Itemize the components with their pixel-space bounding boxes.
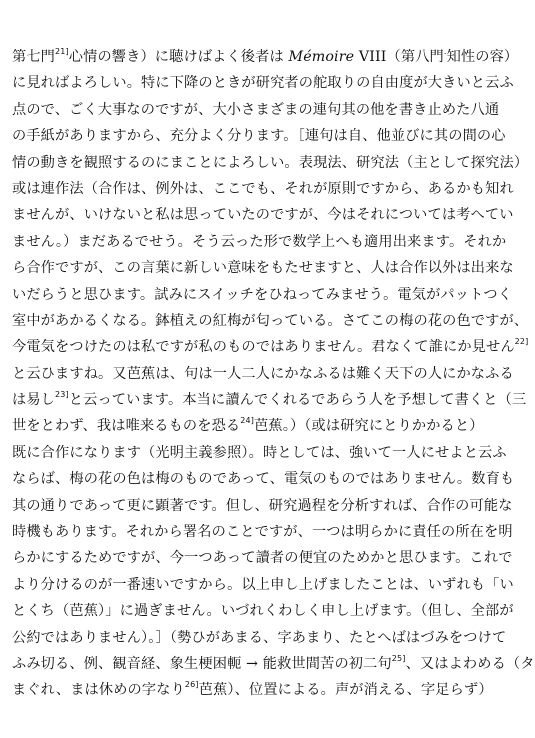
text-segment: ふみ切る、例、観音経、象生梗困軛 → 能救世間苦の初二句 <box>12 655 392 672</box>
text-segment: ら合作ですが、この言葉に新しい意味をもたせますと、人は合作以外は出来な <box>12 260 514 277</box>
text-segment: 時機もあります。それから署名のことですが、一つは明らかに責任の所在を明 <box>12 524 513 541</box>
text-segment: は易し <box>12 392 56 409</box>
text-line <box>12 123 506 149</box>
text-line <box>12 387 527 413</box>
footnote-marker: 26] <box>184 680 199 690</box>
footnote-marker: 23] <box>55 390 69 400</box>
text-segment: 情の動きを観照するのにまことによろしい。表現法、研究法（主として探究法） <box>12 154 529 171</box>
text-segment: 其の通りであって更に顕著です。但し、研究過程を分析すれば、合作の可能な <box>12 497 513 514</box>
text-line <box>12 677 506 703</box>
text-line <box>12 282 513 308</box>
text-segment: 芭蕉）、位置による。声が消える、字足らず） <box>198 682 493 699</box>
text-line <box>12 651 535 677</box>
text-segment: VIII（第八門 <box>354 49 444 65</box>
text-segment: と云っています。本当に讀んでくれるであらう人を予想して書くと（三 <box>68 392 527 409</box>
text-segment: 或は連作法（合作は、例外は、ここでも、それが原則ですから、あるかも知れ <box>12 180 514 197</box>
text-line <box>12 44 519 70</box>
text-line <box>12 493 513 519</box>
text-line <box>12 466 515 492</box>
footnote-marker: 24] <box>240 416 255 426</box>
text-line <box>12 519 513 545</box>
text-line <box>12 70 514 96</box>
text-line <box>12 334 529 360</box>
text-segment: 今電気をつけたのは私ですが私のものではありません。君なくて誰にか見せん <box>12 339 515 356</box>
text-line <box>12 440 506 466</box>
text-line <box>12 255 514 281</box>
text-line <box>12 97 506 123</box>
manuscript-text <box>12 44 535 704</box>
text-line <box>12 413 506 439</box>
text-segment: 知性の容） <box>446 49 519 65</box>
text-segment: 世をとわず、我は唯来るものを恐る <box>12 418 241 435</box>
text-segment: 心情の響き）に聴けばよく後者は <box>68 49 289 65</box>
text-segment: 、又はよわめる（タ <box>405 655 535 672</box>
footnote-marker: 22] <box>514 337 529 347</box>
text-segment: 第七門 <box>12 49 56 65</box>
text-segment: に見ればよろしい。特に下降のときが研究者の舵取りの自由度が大きいと云ふ <box>12 75 514 92</box>
text-segment: まぐれ、まは休めの字なり <box>12 682 185 699</box>
text-segment: ませんが、いけないと私は思っていたのですが、今はそれについては考へてい <box>12 207 514 224</box>
text-line <box>12 308 529 334</box>
text-segment: ならば、梅の花の色は梅のものであって、電気のものではありません。数育も <box>12 471 515 488</box>
text-line <box>12 625 506 651</box>
text-line <box>12 202 514 228</box>
text-segment: いだらうと思ひます。試みにスイッチをひねってみませう。電気がパットつく <box>12 286 513 303</box>
text-segment: 芭蕉。）（或は研究にとりかかると） <box>254 418 484 435</box>
text-segment: とくち（芭蕉）」に過ぎません。いづれくわしく申し上げます。（但し、全部が <box>12 603 514 620</box>
text-segment: と云ひますね。又芭蕉は、句は一人二人にかなふるは難く天下の人にかなふる <box>12 365 514 382</box>
latin-word: Mémoire <box>288 49 355 65</box>
text-segment: らかにするためですが、今一つあって讀者の便宜のためかと思ひます。これで <box>12 550 513 567</box>
text-line <box>12 572 514 598</box>
text-line <box>12 598 514 624</box>
text-segment: ません。）まだあるでせう。そう云った形で数学上へも適用出来ます。それか <box>12 233 507 250</box>
footnote-marker: 25] <box>391 653 406 663</box>
text-line <box>12 361 514 387</box>
text-line <box>12 176 514 202</box>
text-segment: 点ので、ごく大事なのですが、大小さまざまの連句其の他を書き止めた八通 <box>12 101 500 118</box>
footnote-marker: 21] <box>55 47 69 56</box>
text-segment: より分けるのが一番速いですから。以上申し上げましたことは、いずれも「い <box>12 576 514 593</box>
text-segment: 既に合作になります（光明主義参照）。時としては、強いて一人にせよと云ふ <box>12 444 507 461</box>
text-line <box>12 545 513 571</box>
text-line <box>12 229 506 255</box>
text-segment: の手紙がありますから、充分よく分ります。［連句は自、他並びに其の間の心 <box>12 128 506 145</box>
text-segment: 公約ではありません）。］（勢ひがあまる、字あまり、たとへばはづみをつけて <box>12 629 507 646</box>
text-line <box>12 150 529 176</box>
footnote-marker: . <box>443 47 447 56</box>
text-segment: 室中があかるくなる。鉢植えの紅梅が匂っている。さてこの梅の花の色ですが、 <box>12 312 529 329</box>
